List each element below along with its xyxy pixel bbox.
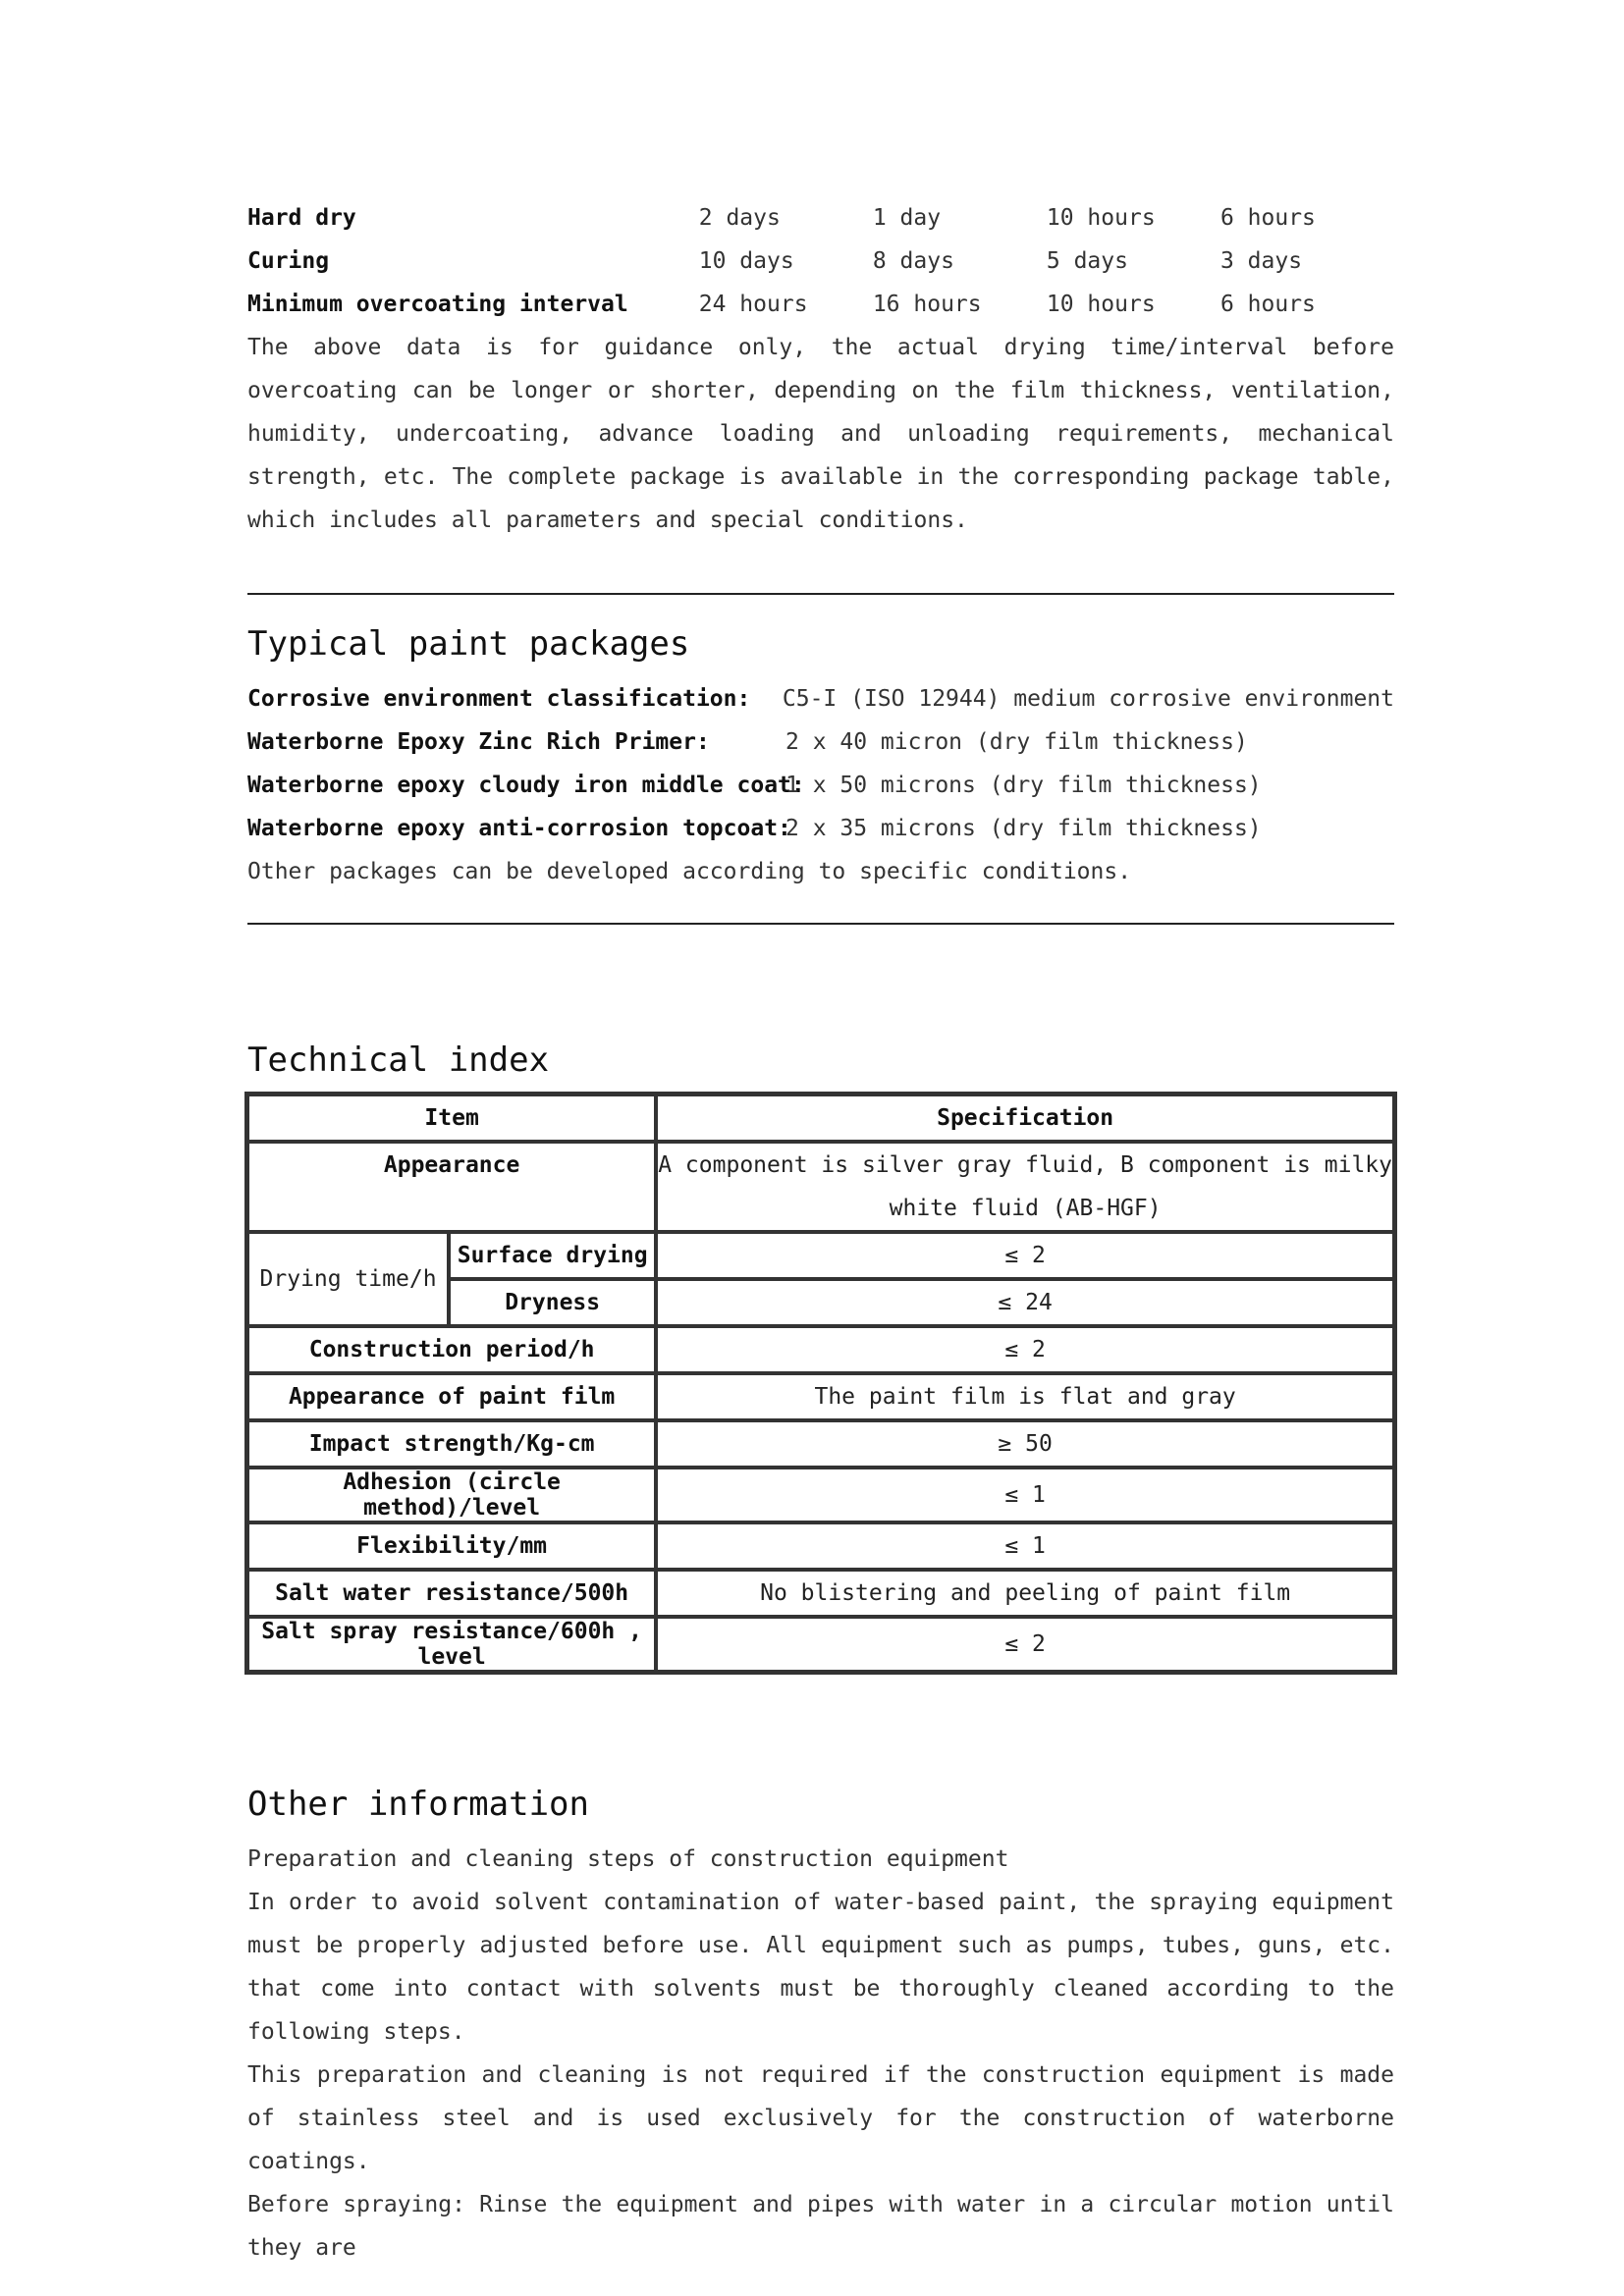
document-page: [247, 196, 1394, 2269]
drying-value: 10 hours: [1046, 205, 1156, 231]
table-cell-item: Salt water resistance/500h: [247, 1570, 656, 1617]
drying-row-curing: [247, 240, 1394, 283]
package-value: 2 x 35 microns (dry film thickness): [785, 816, 1262, 841]
drying-table: [247, 196, 1394, 326]
table-cell-item: Salt spray resistance/600h , level: [247, 1617, 656, 1672]
table-cell-subitem: Dryness: [449, 1279, 656, 1326]
section-heading-packages: Typical paint packages: [247, 624, 690, 664]
other-paragraph: In order to avoid solvent contamination of water-based paint, the spraying equipment must be properly adjusted before use. All equipment such as pumps, tubes, guns, etc. that come into contact with solvents must be thoroughly cleaned according to the following steps.: [247, 1890, 1394, 2045]
package-row: [247, 721, 1394, 764]
technical-index-table: [244, 1092, 1397, 1675]
drying-value: 8 days: [872, 248, 954, 274]
table-row: [247, 1420, 1394, 1468]
drying-value: 16 hours: [872, 292, 982, 317]
table-row: [247, 1617, 1394, 1672]
drying-value: 10 days: [698, 248, 794, 274]
drying-row-label: Curing: [247, 248, 330, 274]
drying-value: 24 hours: [698, 292, 808, 317]
drying-value: 3 days: [1219, 248, 1303, 274]
section-heading-other: Other information: [247, 1785, 589, 1824]
package-row: [247, 764, 1394, 807]
packages-note: Other packages can be developed according to specific conditions.: [247, 859, 1132, 884]
table-header-row: [247, 1095, 1394, 1142]
table-cell-spec: No blistering and peeling of paint film: [656, 1570, 1394, 1617]
table-cell-item: Flexibility/mm: [247, 1522, 656, 1570]
table-cell-item: Drying time/h: [247, 1232, 449, 1326]
table-row: [247, 1522, 1394, 1570]
table-row: [247, 1232, 1394, 1279]
table-header-item: Item: [247, 1095, 656, 1142]
package-row: [247, 807, 1394, 850]
table-row: [247, 1373, 1394, 1420]
spec-line: A component is silver gray fluid, B component is milky: [658, 1152, 1392, 1178]
table-cell-item: Adhesion (circle method)/level: [247, 1468, 656, 1522]
package-key: Corrosive environment classification:: [247, 686, 751, 712]
table-row: [247, 1142, 1394, 1232]
packages-list: [247, 677, 1394, 850]
other-paragraph: Before spraying: Rinse the equipment and pipes with water in a circular motion until they are: [247, 2192, 1394, 2261]
drying-row-overcoating: [247, 283, 1394, 326]
table-row: [247, 1468, 1394, 1522]
table-header-spec: Specification: [656, 1095, 1394, 1142]
drying-note: The above data is for guidance only, the actual drying time/interval before overcoating can be longer or shorter, depending on the film thickness, ventilation, humidity, undercoating, advance loading and unloading requirements, mechanical strength, etc. The complete package is available in the corresponding package table, which includes all parameters and special conditions.: [247, 335, 1394, 533]
drying-row-label: Hard dry: [247, 205, 356, 231]
package-key: Waterborne Epoxy Zinc Rich Primer:: [247, 729, 710, 755]
table-cell-spec: ≤ 1: [656, 1468, 1394, 1522]
package-value: 1 x 50 microns (dry film thickness): [785, 773, 1262, 798]
drying-value: 5 days: [1046, 248, 1128, 274]
drying-value: 6 hours: [1219, 292, 1316, 317]
other-paragraph: This preparation and cleaning is not required if the construction equipment is made of stainless steel and is used exclusively for the construction of waterborne coatings.: [247, 2062, 1394, 2174]
table-cell-spec: ≤ 1: [656, 1522, 1394, 1570]
package-key: Waterborne epoxy anti-corrosion topcoat:: [247, 816, 791, 841]
table-cell-spec: ≥ 50: [656, 1420, 1394, 1468]
drying-value: 10 hours: [1046, 292, 1156, 317]
spec-line: white fluid (AB-HGF): [889, 1196, 1162, 1221]
table-cell-item: Construction period/h: [247, 1326, 656, 1373]
table-cell-spec: [656, 1142, 1394, 1232]
table-cell-spec: ≤ 2: [656, 1617, 1394, 1672]
drying-value: 1 day: [872, 205, 942, 231]
table-cell-spec: ≤ 2: [656, 1232, 1394, 1279]
package-value: 2 x 40 micron (dry film thickness): [785, 729, 1248, 755]
package-value: C5-I (ISO 12944) medium corrosive environment: [782, 686, 1394, 712]
drying-row-label: Minimum overcoating interval: [247, 292, 628, 317]
drying-value: 6 hours: [1219, 205, 1316, 231]
package-key: Waterborne epoxy cloudy iron middle coat:: [247, 773, 805, 798]
table-cell-subitem: Surface drying: [449, 1232, 656, 1279]
section-heading-technical: Technical index: [247, 1041, 550, 1080]
table-cell-item: Appearance: [247, 1142, 656, 1232]
table-row: [247, 1570, 1394, 1617]
table-row: [247, 1326, 1394, 1373]
other-paragraph: Preparation and cleaning steps of construction equipment: [247, 1846, 1009, 1872]
drying-row-hard-dry: [247, 196, 1394, 240]
table-cell-item: Impact strength/Kg-cm: [247, 1420, 656, 1468]
package-row: [247, 677, 1394, 721]
table-cell-item: Appearance of paint film: [247, 1373, 656, 1420]
drying-value: 2 days: [698, 205, 781, 231]
table-cell-spec: The paint film is flat and gray: [656, 1373, 1394, 1420]
table-cell-spec: ≤ 2: [656, 1326, 1394, 1373]
table-cell-spec: ≤ 24: [656, 1279, 1394, 1326]
